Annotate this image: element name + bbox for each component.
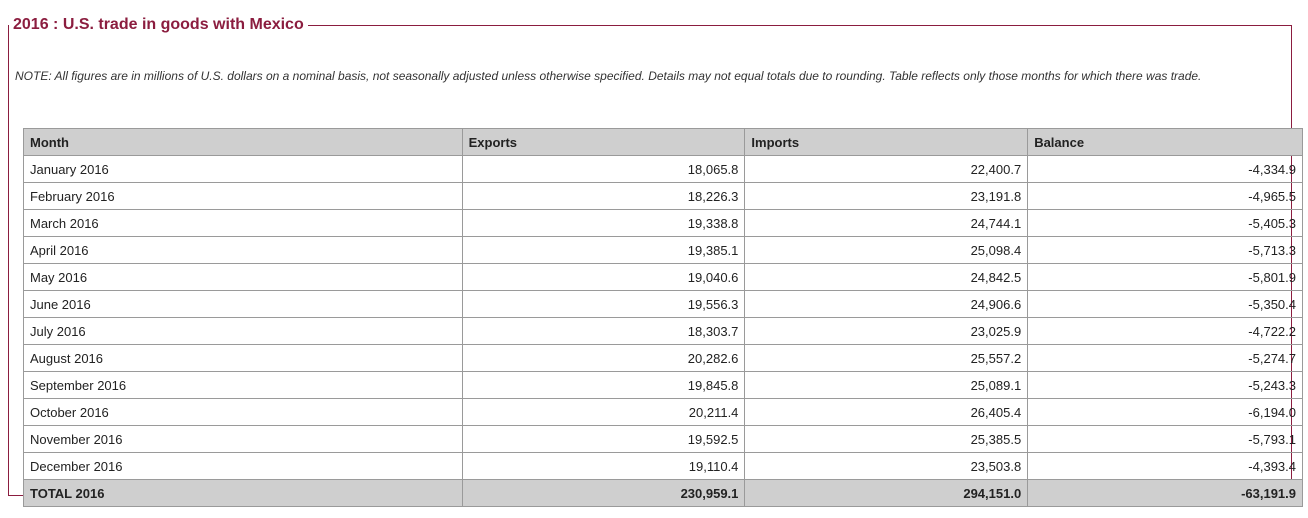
balance-cell: -5,274.7 <box>1028 345 1303 372</box>
table-row <box>24 264 1303 291</box>
panel-title: 2016 : U.S. trade in goods with Mexico <box>13 16 304 33</box>
imports-cell: 26,405.4 <box>745 399 1028 426</box>
month-cell: May 2016 <box>24 264 463 291</box>
balance-cell: -6,194.0 <box>1028 399 1303 426</box>
column-header-imports: Imports <box>745 129 1028 156</box>
balance-cell: -4,334.9 <box>1028 156 1303 183</box>
exports-cell: 19,845.8 <box>462 372 745 399</box>
month-cell: August 2016 <box>24 345 463 372</box>
trade-panel <box>8 16 1296 501</box>
balance-cell: -5,243.3 <box>1028 372 1303 399</box>
balance-cell: -5,405.3 <box>1028 210 1303 237</box>
table-row <box>24 291 1303 318</box>
month-cell: December 2016 <box>24 453 463 480</box>
month-cell: September 2016 <box>24 372 463 399</box>
column-header-month: Month <box>24 129 463 156</box>
month-cell: November 2016 <box>24 426 463 453</box>
exports-cell: 19,338.8 <box>462 210 745 237</box>
imports-cell: 22,400.7 <box>745 156 1028 183</box>
table-row <box>24 237 1303 264</box>
month-cell: June 2016 <box>24 291 463 318</box>
exports-cell: 20,282.6 <box>462 345 745 372</box>
balance-cell: -5,801.9 <box>1028 264 1303 291</box>
month-cell: October 2016 <box>24 399 463 426</box>
balance-cell: -4,965.5 <box>1028 183 1303 210</box>
imports-cell: 24,842.5 <box>745 264 1028 291</box>
month-cell: July 2016 <box>24 318 463 345</box>
imports-cell: 25,385.5 <box>745 426 1028 453</box>
exports-cell: 19,110.4 <box>462 453 745 480</box>
column-header-balance: Balance <box>1028 129 1303 156</box>
total-imports-cell: 294,151.0 <box>745 480 1028 507</box>
imports-cell: 25,557.2 <box>745 345 1028 372</box>
imports-cell: 23,503.8 <box>745 453 1028 480</box>
month-cell: February 2016 <box>24 183 463 210</box>
balance-cell: -5,713.3 <box>1028 237 1303 264</box>
exports-cell: 19,040.6 <box>462 264 745 291</box>
imports-cell: 25,098.4 <box>745 237 1028 264</box>
trade-table <box>23 128 1303 507</box>
note-text: NOTE: All figures are in millions of U.S. dollars on a nominal basis, not seasonally adjusted unless otherwise specified. Details may not equal totals due to rounding. Table reflects only those months for which there was trade. <box>15 69 1202 83</box>
exports-cell: 19,592.5 <box>462 426 745 453</box>
table-header-row <box>24 129 1303 156</box>
total-balance-cell: -63,191.9 <box>1028 480 1303 507</box>
balance-cell: -5,350.4 <box>1028 291 1303 318</box>
exports-cell: 19,385.1 <box>462 237 745 264</box>
table-row <box>24 210 1303 237</box>
imports-cell: 23,025.9 <box>745 318 1028 345</box>
table-row <box>24 399 1303 426</box>
month-cell: January 2016 <box>24 156 463 183</box>
exports-cell: 18,065.8 <box>462 156 745 183</box>
imports-cell: 24,906.6 <box>745 291 1028 318</box>
table-row <box>24 426 1303 453</box>
exports-cell: 19,556.3 <box>462 291 745 318</box>
table-row <box>24 156 1303 183</box>
total-month-cell: TOTAL 2016 <box>24 480 463 507</box>
table-row <box>24 453 1303 480</box>
table-row <box>24 183 1303 210</box>
total-exports-cell: 230,959.1 <box>462 480 745 507</box>
table-row <box>24 318 1303 345</box>
total-row <box>24 480 1303 507</box>
imports-cell: 23,191.8 <box>745 183 1028 210</box>
imports-cell: 25,089.1 <box>745 372 1028 399</box>
balance-cell: -4,722.2 <box>1028 318 1303 345</box>
table-row <box>24 372 1303 399</box>
column-header-exports: Exports <box>462 129 745 156</box>
imports-cell: 24,744.1 <box>745 210 1028 237</box>
exports-cell: 18,226.3 <box>462 183 745 210</box>
balance-cell: -4,393.4 <box>1028 453 1303 480</box>
exports-cell: 20,211.4 <box>462 399 745 426</box>
exports-cell: 18,303.7 <box>462 318 745 345</box>
table-row <box>24 345 1303 372</box>
balance-cell: -5,793.1 <box>1028 426 1303 453</box>
month-cell: March 2016 <box>24 210 463 237</box>
month-cell: April 2016 <box>24 237 463 264</box>
